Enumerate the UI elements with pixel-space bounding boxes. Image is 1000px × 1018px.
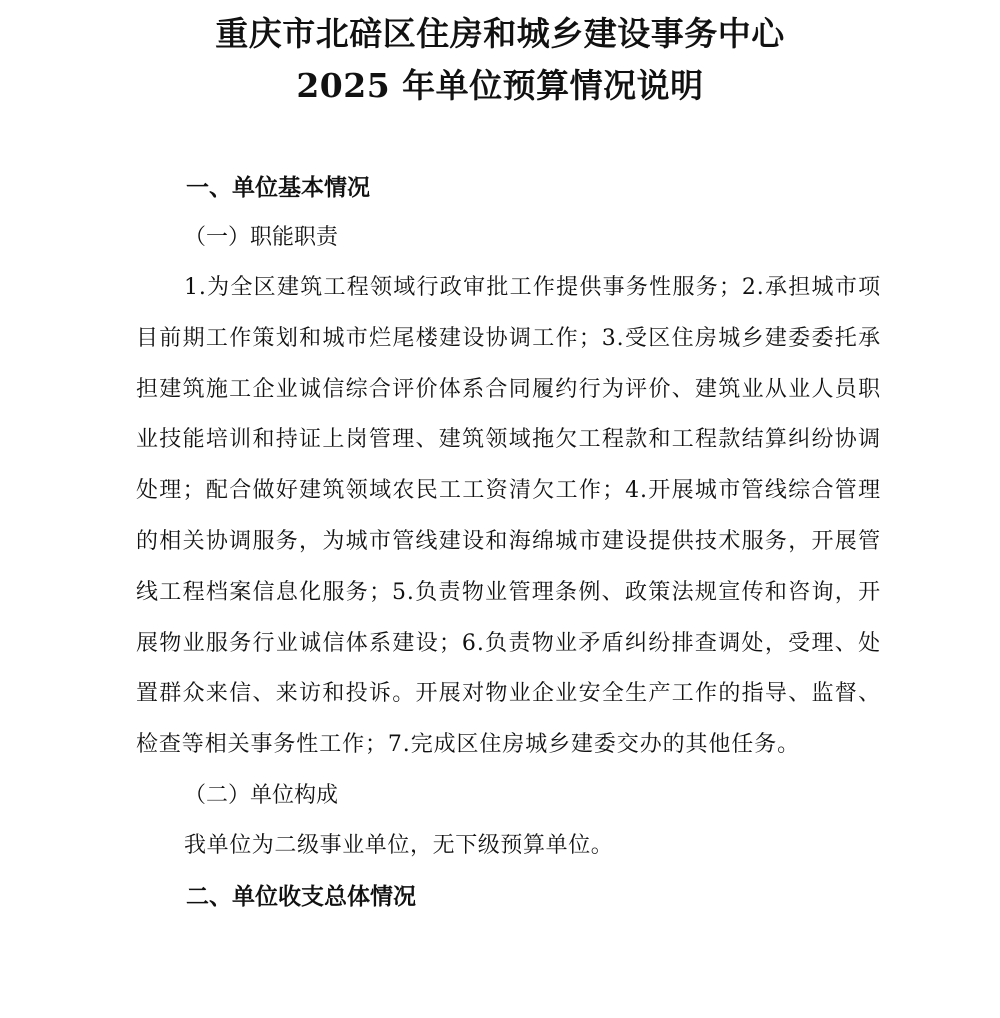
title-line-2: 2025 年单位预算情况说明 (296, 66, 704, 105)
composition-paragraph: 我单位为二级事业单位，无下级预算单位。 (184, 832, 614, 858)
subsection-heading-composition: （二）单位构成 (184, 782, 339, 808)
document-body (136, 163, 881, 922)
subsection-heading-functions: （一）职能职责 (184, 225, 339, 250)
functions-paragraph: 1.为全区建筑工程领域行政审批工作提供事务性服务；2.承担城市项目前期工作策划和城市烂尾楼建设协调工作；3.受区住房城乡建委委托承担建筑施工企业诚信综合评价体系合同履约行为评价、建筑业从业人员职业技能培训和持证上岗管理、建筑领域拖欠工程款和工程款结算纠纷协调处理；配合做好建筑领域农民工工资清欠工作；4.开展城市管线综合管理的相关协调服务，为城市管线建设和海绵城市建设提供技术服务，开展管线工程档案信息化服务；5.负责物业管理条例、政策法规宣传和咨询，开展物业服务行业诚信体系建设；6.负责物业矛盾纠纷排查调处，受理、处置群众来信、来访和投诉。开展对物业企业安全生产工作的指导、监督、检查等相关事务性工作；7.完成区住房城乡建委交办的其他任务。 (136, 275, 881, 758)
document-title (0, 8, 1000, 112)
section-heading-basic-info: 一、单位基本情况 (186, 175, 370, 201)
section-heading-revenue-expenditure: 二、单位收支总体情况 (186, 883, 416, 910)
title-line-1: 重庆市北碚区住房和城乡建设事务中心 (215, 14, 785, 53)
